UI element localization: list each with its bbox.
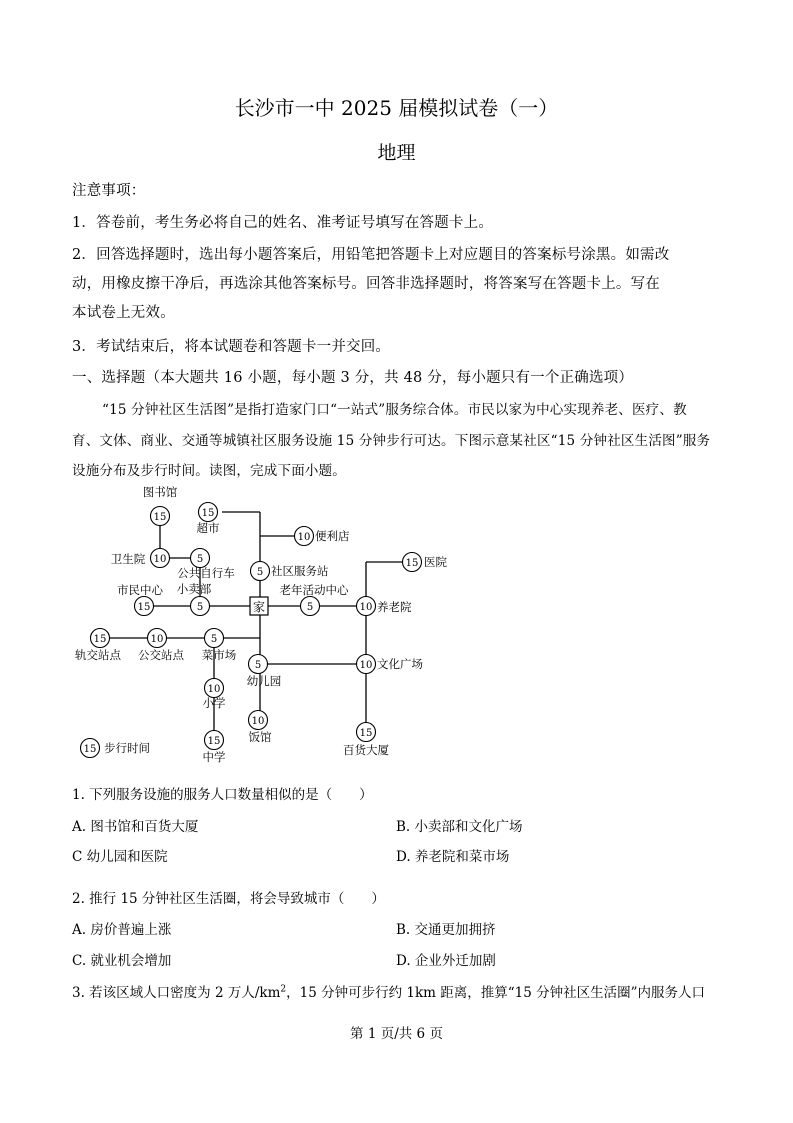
facility-label: 文化广场 <box>377 657 423 671</box>
passage-line-3: 设施分布及步行时间。读图，完成下面小题。 <box>72 463 346 479</box>
question-2-option-b: B. 交通更加拥挤 <box>396 922 496 938</box>
map-node <box>177 549 235 581</box>
facility-label: 老年活动中心 <box>279 583 349 597</box>
community-life-map <box>60 484 460 774</box>
question-3-stem-sup: 2 <box>280 984 287 995</box>
question-3-stem-post: ，15 分钟可步行约 1km 距离，推算“15 分钟社区生活圈”内服务人口 <box>286 985 706 1001</box>
walk-time-value: 10 <box>297 531 311 543</box>
map-node <box>280 583 349 616</box>
facility-label: 超市 <box>196 521 220 535</box>
facility-label: 公共自行车 <box>177 566 235 580</box>
map-node <box>203 731 226 765</box>
home-label: 家 <box>252 600 266 614</box>
map-node <box>295 527 350 546</box>
question-1-option-b: B. 小卖部和文化广场 <box>396 819 523 835</box>
facility-label: 公交站点 <box>138 648 184 662</box>
map-node <box>247 655 282 689</box>
facility-label: 图书馆 <box>142 485 178 499</box>
walk-time-value: 10 <box>359 659 373 671</box>
facility-label: 中学 <box>202 750 226 764</box>
facility-label: 养老院 <box>377 600 412 614</box>
facility-label: 百货大厦 <box>343 743 389 757</box>
question-1-option-d: D. 养老院和菜市场 <box>396 849 510 865</box>
facility-label: 轨交站点 <box>75 648 121 662</box>
walk-time-value: 15 <box>207 735 221 747</box>
walk-time-value: 10 <box>153 553 167 565</box>
map-node <box>202 629 237 663</box>
facility-label: 小学 <box>202 696 226 710</box>
map-node <box>357 655 424 674</box>
map-node <box>111 549 170 568</box>
walk-time-value: 5 <box>254 659 262 671</box>
notice-item-1: 1．答卷前，考生务必将自己的姓名、准考证号填写在答题卡上。 <box>72 215 494 231</box>
exam-title: 长沙市一中 2025 届模拟试卷（一） <box>234 96 559 120</box>
notice-item-3: 3．考试结束后，将本试题卷和答题卡一并交回。 <box>72 339 391 355</box>
passage-line-2: 育、文体、商业、交通等城镇社区服务设施 15 分钟步行可达。下图示意某社区“15 分钟社区生活图”服务 <box>72 433 711 449</box>
map-node <box>357 597 412 616</box>
map-node <box>177 582 212 616</box>
question-2-option-c: C. 就业机会增加 <box>72 953 172 969</box>
facility-label: 小卖部 <box>176 582 212 596</box>
notice-item-2-line-2: 动，用橡皮擦干净后，再选涂其他答案标号。回答非选择题时，将答案写在答题卡上。写在 <box>72 276 660 292</box>
facility-label: 社区服务站 <box>271 564 329 578</box>
walk-time-value: 10 <box>150 633 164 645</box>
notice-item-2-line-3: 本试卷上无效。 <box>72 305 175 321</box>
question-3-stem-pre: 3. 若该区域人口密度为 2 万人/km <box>72 985 281 1001</box>
facility-label: 菜市场 <box>201 648 237 662</box>
question-1-option-c: C 幼儿园和医院 <box>72 849 168 865</box>
home-marker <box>250 597 268 615</box>
walk-time-value: 15 <box>405 557 419 569</box>
walk-time-value: 5 <box>306 601 314 613</box>
walk-time-value: 15 <box>359 727 373 739</box>
facility-label: 医院 <box>424 555 447 569</box>
subject-title: 地理 <box>377 142 416 164</box>
map-node <box>143 485 178 526</box>
walk-time-value: 5 <box>256 566 264 578</box>
passage-line-1: “15 分钟社区生活图”是指打造家门口“一站式”服务综合体。市民以家为中心实现养老、医疗、教 <box>102 402 687 418</box>
map-node <box>203 679 226 711</box>
walk-time-value: 5 <box>196 601 204 613</box>
map-node <box>75 629 121 663</box>
walk-time-value: 15 <box>153 511 167 523</box>
map-node <box>343 723 389 758</box>
map-node <box>251 562 329 581</box>
map-legend <box>81 739 151 758</box>
question-1-stem: 1. 下列服务设施的服务人口数量相似的是（ ） <box>72 787 373 803</box>
question-2-stem: 2. 推行 15 分钟社区生活圈，将会导致城市（ ） <box>72 891 385 907</box>
map-node <box>117 583 163 616</box>
facility-label: 幼儿园 <box>246 674 282 688</box>
section-heading: 一、选择题（本大题共 16 小题，每小题 3 分，共 48 分，每小题只有一个正确选项） <box>72 370 634 386</box>
walk-time-value: 5 <box>196 553 204 565</box>
question-2-option-d: D. 企业外迁加剧 <box>396 953 496 969</box>
map-node <box>138 629 184 663</box>
facility-label: 卫生院 <box>110 552 146 566</box>
walk-time-value: 10 <box>359 601 373 613</box>
question-1-option-a: A. 图书馆和百货大厦 <box>72 819 199 835</box>
walk-time-value: 5 <box>210 633 218 645</box>
walk-time-value: 10 <box>251 715 265 727</box>
map-roads <box>100 512 412 740</box>
walk-time-value: 15 <box>137 601 151 613</box>
legend-label: 步行时间 <box>104 741 150 755</box>
walk-time-value: 15 <box>93 633 107 645</box>
walk-time-value: 15 <box>201 507 215 519</box>
map-node <box>197 503 220 536</box>
page-footer: 第 1 页/共 6 页 <box>350 1026 443 1042</box>
facility-label: 便利店 <box>315 529 350 543</box>
facility-label: 饭馆 <box>248 730 272 744</box>
facility-label: 市民中心 <box>117 583 163 597</box>
map-node <box>403 553 448 572</box>
walk-time-value: 10 <box>207 683 221 695</box>
question-2-option-a: A. 房价普遍上涨 <box>72 922 172 938</box>
question-3-stem <box>72 981 705 1001</box>
notice-item-2-line-1: 2．回答选择题时，选出每小题答案后，用铅笔把答题卡上对应题目的答案标号涂黑。如需改 <box>72 247 670 263</box>
legend-value: 15 <box>83 744 97 755</box>
notice-heading: 注意事项： <box>72 183 146 199</box>
map-node <box>249 711 272 745</box>
